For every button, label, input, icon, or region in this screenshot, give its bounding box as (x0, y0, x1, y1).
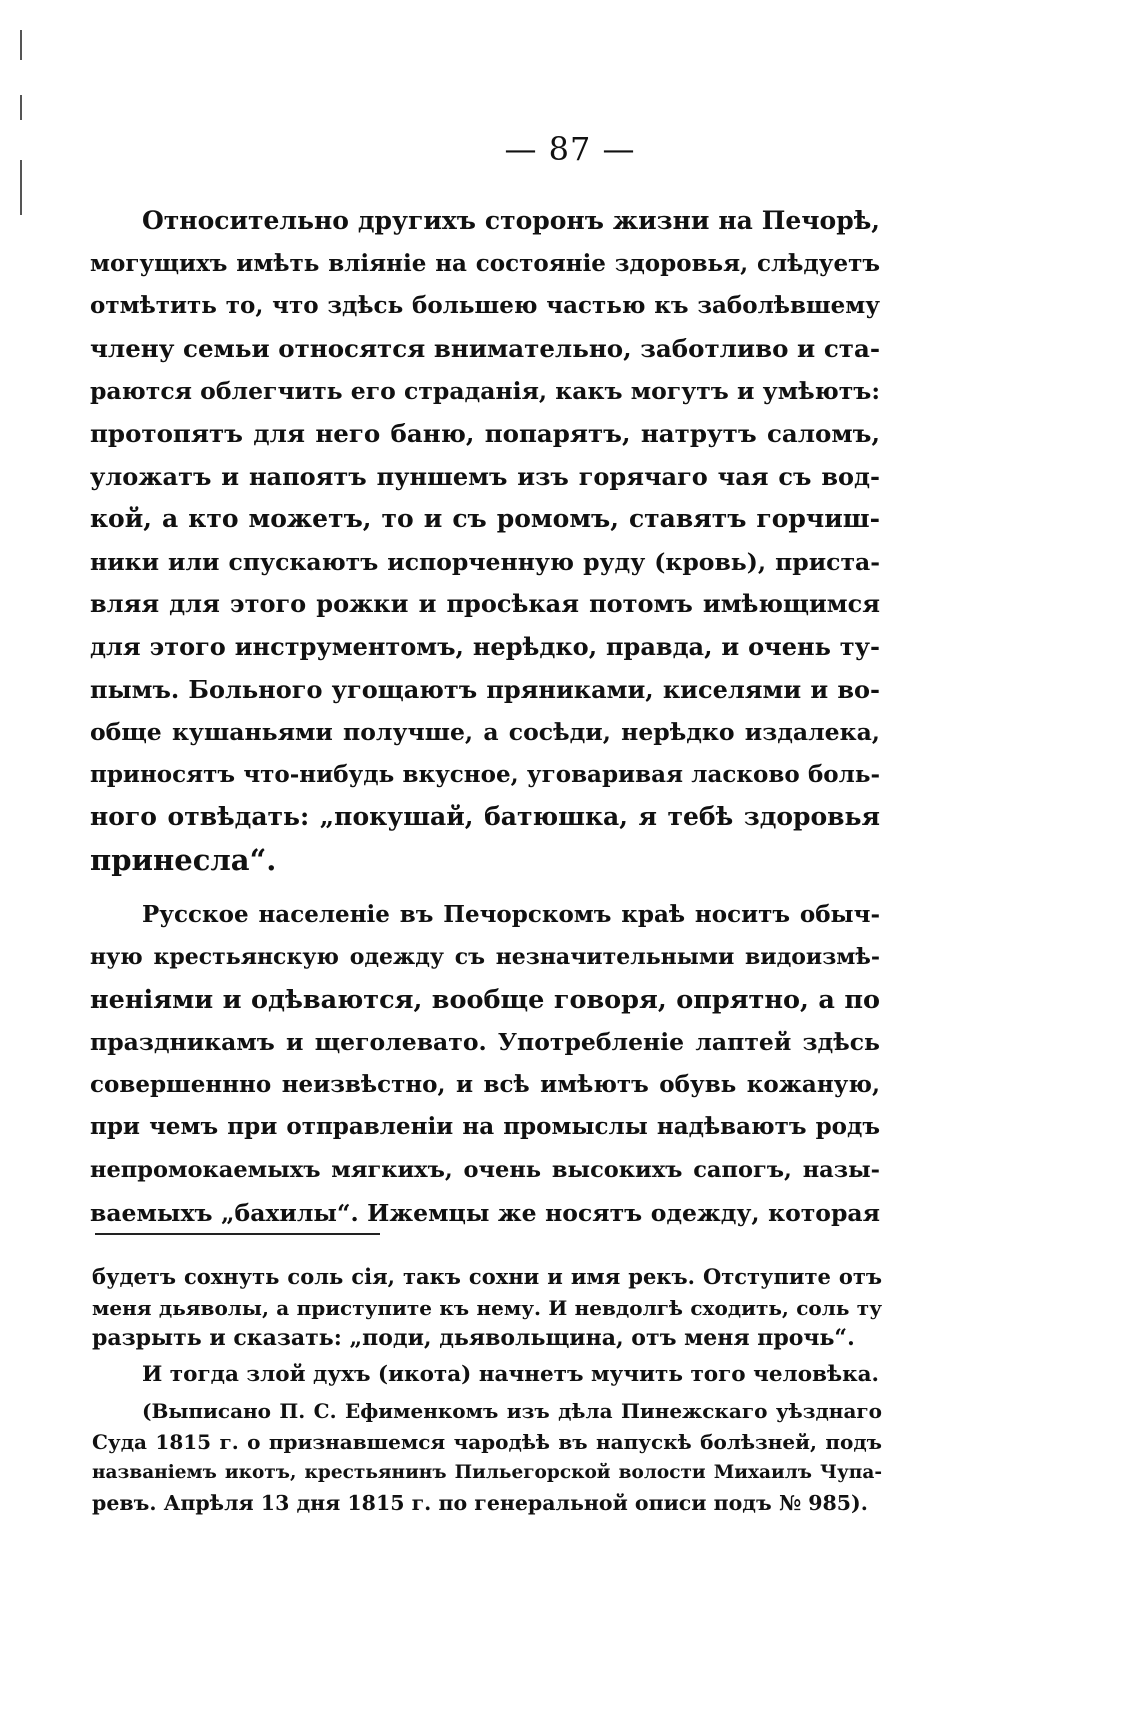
footnote-line: Суда 1815 г. о признавшемся чародѣѣ въ напускѣ болѣзней, подъ (92, 1429, 882, 1454)
scan-edge-mark (20, 30, 22, 60)
text-line: ного отвѣдать: „покушай, батюшка, я тебѣ здоровья (90, 802, 880, 832)
text-line: неніями и одѣваются, вообще говоря, опрятно, а по (90, 984, 880, 1015)
main-text (90, 200, 880, 1246)
text-line: отмѣтить то, что здѣсь большею частью къ заболѣвшему (90, 292, 880, 320)
footnote-line: меня дьяволы, а приступите къ нему. И невдолгѣ сходить, соль ту (92, 1295, 882, 1320)
text-line: праздникамъ и щеголевато. Употребленіе лаптей здѣсь (90, 1028, 880, 1057)
scan-edge-mark (20, 95, 22, 120)
text-line: ную крестьянскую одежду съ незначительными видоизмѣ- (90, 944, 880, 971)
text-line: кой, а кто можетъ, то и съ ромомъ, ставятъ горчиш- (90, 504, 880, 534)
text-line: для этого инструментомъ, нерѣдко, правда, и очень ту- (90, 631, 880, 661)
footnote-paragraph (92, 1360, 882, 1391)
text-line: пымъ. Больного угощаютъ пряниками, киселями и во- (90, 674, 880, 704)
footnote-line: названіемъ икотъ, крестьянинъ Пильегорской волости Михаилъ Чупа- (92, 1461, 882, 1483)
footnote-line: (Выписано П. С. Ефименкомъ изъ дѣла Пинежскаго уѣзднаго (142, 1399, 882, 1424)
text-line: раются облегчить его страданія, какъ могутъ и умѣютъ: (90, 377, 880, 406)
footnote-paragraph (92, 1262, 882, 1354)
text-line: Относительно другихъ сторонъ жизни на Печорѣ, (142, 206, 880, 235)
text-line: приносятъ что-нибудь вкусное, уговаривая ласково боль- (90, 760, 880, 788)
text-line: ваемыхъ „бахилы“. Ижемцы же носятъ одежду, которая (90, 1198, 880, 1227)
text-line: вляя для этого рожки и просѣкая потомъ имѣющимся (90, 589, 880, 619)
text-line: могущихъ имѣть вліяніе на состояніе здоровья, слѣдуетъ (90, 249, 880, 277)
footnote-divider (95, 1233, 380, 1235)
text-line: обще кушаньями получше, а сосѣди, нерѣдко издалека, (90, 718, 880, 747)
footnote-line: И тогда злой духъ (икота) начнетъ мучить того человѣка. (142, 1361, 880, 1387)
text-line: принесла“. (90, 842, 277, 877)
text-line: уложатъ и напоятъ пуншемъ изъ горячаго чая съ вод- (90, 461, 880, 491)
text-line: протопятъ для него баню, попарятъ, натрутъ саломъ, (90, 418, 880, 448)
footnote-line: ревъ. Апрѣля 13 дня 1815 г. по генеральной описи подъ № 985). (92, 1491, 868, 1516)
scan-edge-mark (20, 160, 22, 215)
paragraph (90, 200, 880, 882)
footnote-line: разрыть и сказать: „поди, дьявольщина, отъ меня прочь“. (92, 1325, 855, 1352)
text-line: члену семьи относятся внимательно, заботливо и ста- (90, 333, 880, 363)
text-line: совершеннно неизвѣстно, и всѣ имѣютъ обувь кожаную, (90, 1070, 880, 1098)
text-line: ники или спускаютъ испорченную руду (кровь), приста- (90, 547, 880, 576)
text-line: Русское населеніе въ Печорскомъ краѣ носитъ обыч- (142, 900, 880, 928)
text-line: при чемъ при отправленіи на промыслы надѣваютъ родъ (90, 1113, 880, 1141)
paragraph (90, 894, 880, 1235)
footnote-line: будетъ сохнуть соль сія, такъ сохни и имя рекъ. Отступите отъ (92, 1264, 882, 1289)
footnote-paragraph (92, 1396, 882, 1518)
footnote (92, 1262, 882, 1525)
text-line: непромокаемыхъ мягкихъ, очень высокихъ сапогъ, назы- (90, 1157, 880, 1184)
page-number: — 87 — (504, 130, 636, 168)
